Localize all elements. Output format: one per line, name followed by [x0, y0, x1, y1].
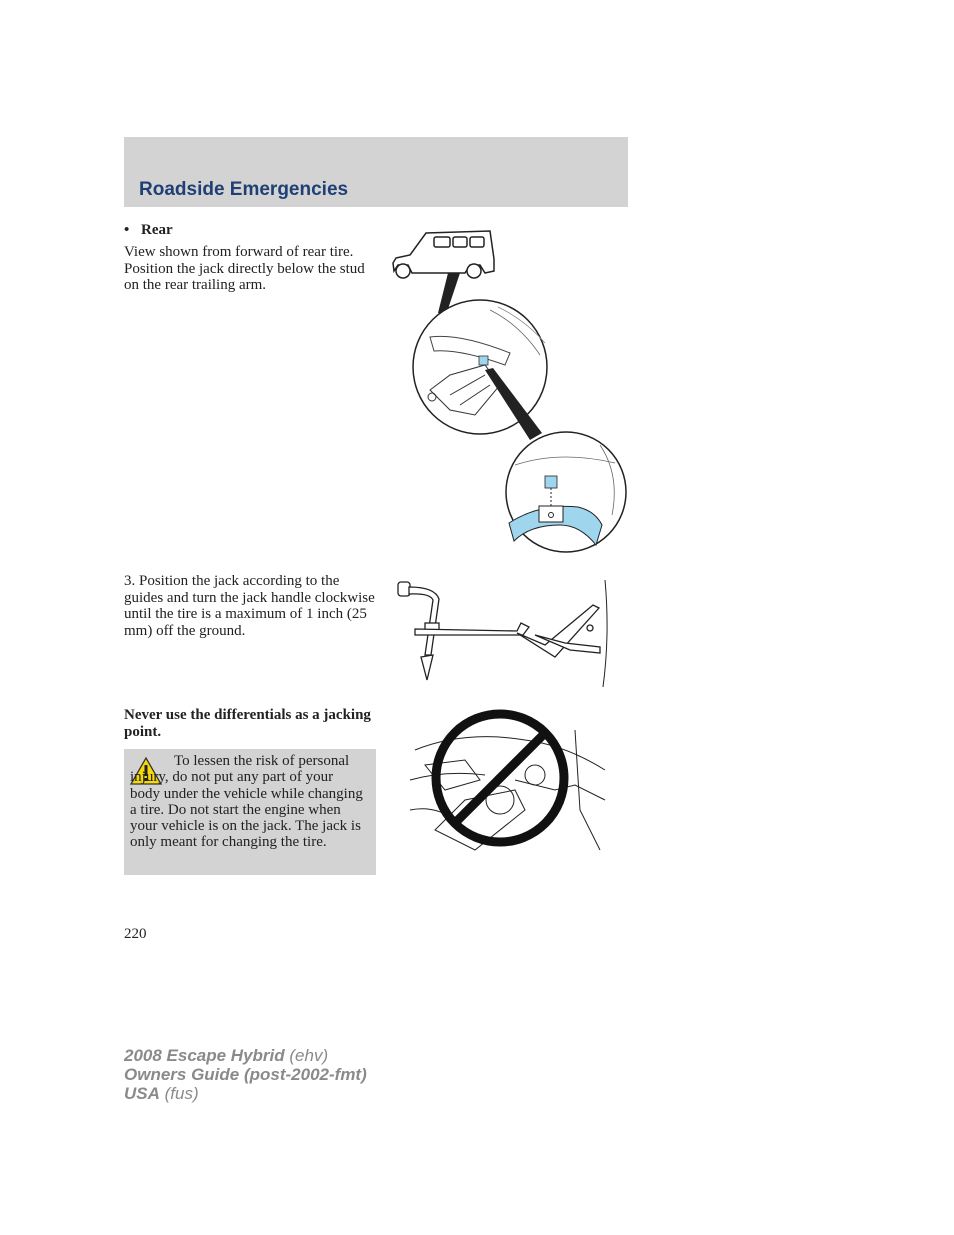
differentials-warning: Never use the differentials as a jacking point. — [124, 707, 371, 740]
footer-line-3 — [124, 1084, 367, 1103]
document-footer — [124, 1046, 367, 1103]
warning-text: To lessen the risk of personal injury, do not put any part of your body under the vehicle while changing a tire. Do not start the engine when your vehicle is on the jack. The jack is only meant for changing the tire. — [130, 753, 363, 851]
vehicle-side-icon — [393, 231, 494, 278]
footer-line-2 — [124, 1065, 367, 1084]
section-title: Roadside Emergencies — [139, 179, 349, 200]
section-header-band — [124, 137, 628, 207]
warning-box — [124, 749, 376, 875]
rear-jack-illustration — [390, 225, 630, 555]
step-3-instruction: 3. Position the jack according to the guides and turn the jack handle clockwise until the tire is a maximum of 1 inch (25 mm) off the ground. — [124, 573, 375, 639]
rear-label: Rear — [141, 222, 173, 238]
prohibition-slash — [455, 733, 545, 823]
footer-model-code: (ehv) — [289, 1046, 329, 1065]
rear-bullet-heading — [124, 222, 173, 239]
footer-model: 2008 Escape Hybrid — [124, 1046, 285, 1065]
no-differential-jacking-illustration — [405, 710, 620, 860]
footer-line-1 — [124, 1046, 367, 1065]
jack-stud-zoom-circle — [506, 432, 626, 552]
page-number: 220 — [124, 926, 147, 942]
footer-market-code: (fus) — [164, 1084, 199, 1103]
bullet-marker: • — [124, 222, 130, 238]
jack-handle-illustration — [395, 575, 620, 690]
footer-guide: Owners Guide (post-2002-fmt) — [124, 1065, 367, 1084]
rear-description: View shown from forward of rear tire. Position the jack directly below the stud on the rear trailing arm. — [124, 244, 365, 293]
footer-market: USA — [124, 1084, 160, 1103]
